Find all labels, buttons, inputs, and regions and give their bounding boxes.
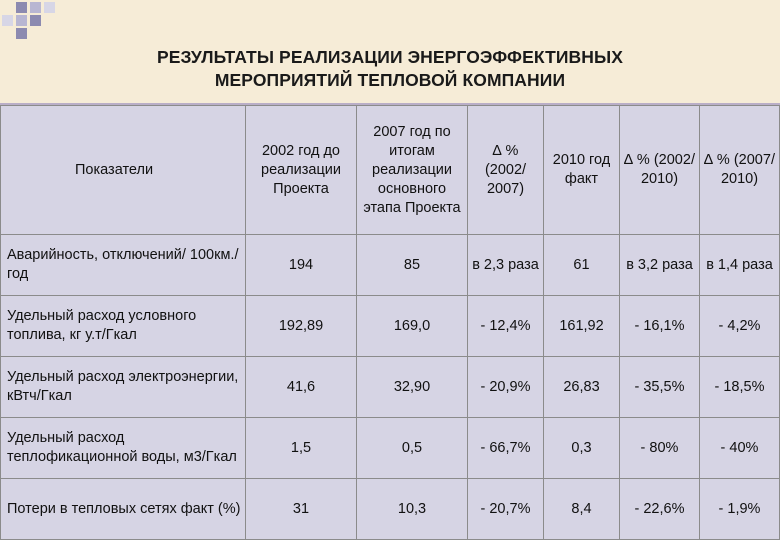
page-title bbox=[60, 46, 720, 92]
title-line-2: МЕРОПРИЯТИЙ ТЕПЛОВОЙ КОМПАНИИ bbox=[214, 70, 566, 90]
cell: 8,4 bbox=[544, 479, 620, 540]
table-row bbox=[1, 418, 780, 479]
cell: 161,92 bbox=[544, 296, 620, 357]
cell: - 22,6% bbox=[620, 479, 700, 540]
square-4 bbox=[2, 15, 13, 26]
square-2 bbox=[30, 2, 41, 13]
square-6 bbox=[30, 15, 41, 26]
cell: - 20,9% bbox=[468, 357, 544, 418]
cell: - 20,7% bbox=[468, 479, 544, 540]
table-row bbox=[1, 296, 780, 357]
cell: - 80% bbox=[620, 418, 700, 479]
results-table bbox=[0, 105, 780, 540]
cell: - 4,2% bbox=[700, 296, 780, 357]
header-2010: 2010 год факт bbox=[544, 106, 620, 235]
square-7 bbox=[16, 28, 27, 39]
cell: - 35,5% bbox=[620, 357, 700, 418]
header-delta-2002-2007: ∆ % (2002/ 2007) bbox=[468, 106, 544, 235]
cell: 85 bbox=[357, 235, 468, 296]
square-5 bbox=[16, 15, 27, 26]
cell: 0,5 bbox=[357, 418, 468, 479]
cell: 192,89 bbox=[246, 296, 357, 357]
cell: в 3,2 раза bbox=[620, 235, 700, 296]
row-label: Удельный расход электроэнергии, кВтч/Гкал bbox=[1, 357, 246, 418]
cell: - 18,5% bbox=[700, 357, 780, 418]
row-label: Аварийность, отключений/ 100км./ год bbox=[1, 235, 246, 296]
cell: - 1,9% bbox=[700, 479, 780, 540]
cell: - 16,1% bbox=[620, 296, 700, 357]
square-1 bbox=[16, 2, 27, 13]
cell: 0,3 bbox=[544, 418, 620, 479]
cell: 10,3 bbox=[357, 479, 468, 540]
cell: 194 bbox=[246, 235, 357, 296]
cell: 26,83 bbox=[544, 357, 620, 418]
cell: 32,90 bbox=[357, 357, 468, 418]
header-indicators: Показатели bbox=[1, 106, 246, 235]
title-band bbox=[0, 0, 780, 105]
header-2002: 2002 год до реализации Проекта bbox=[246, 106, 357, 235]
cell: - 40% bbox=[700, 418, 780, 479]
cell: 61 bbox=[544, 235, 620, 296]
cell: - 12,4% bbox=[468, 296, 544, 357]
header-delta-2002-2010: ∆ % (2002/ 2010) bbox=[620, 106, 700, 235]
cell: - 66,7% bbox=[468, 418, 544, 479]
square-3 bbox=[44, 2, 55, 13]
table-row bbox=[1, 479, 780, 540]
title-line-1: РЕЗУЛЬТАТЫ РЕАЛИЗАЦИИ ЭНЕРГОЭФФЕКТИВНЫХ bbox=[156, 47, 624, 67]
cell: 169,0 bbox=[357, 296, 468, 357]
header-2007: 2007 год по итогам реализации основного этапа Проекта bbox=[357, 106, 468, 235]
cell: 41,6 bbox=[246, 357, 357, 418]
header-row bbox=[1, 106, 780, 235]
cell: 31 bbox=[246, 479, 357, 540]
cell: в 2,3 раза bbox=[468, 235, 544, 296]
decorative-squares bbox=[0, 0, 60, 42]
row-label: Удельный расход теплофикационной воды, м3/Гкал bbox=[1, 418, 246, 479]
table-row bbox=[1, 235, 780, 296]
cell: в 1,4 раза bbox=[700, 235, 780, 296]
table-row bbox=[1, 357, 780, 418]
header-delta-2007-2010: ∆ % (2007/ 2010) bbox=[700, 106, 780, 235]
cell: 1,5 bbox=[246, 418, 357, 479]
row-label: Потери в тепловых сетях факт (%) bbox=[1, 479, 246, 540]
row-label: Удельный расход условного топлива, кг у.т/Гкал bbox=[1, 296, 246, 357]
